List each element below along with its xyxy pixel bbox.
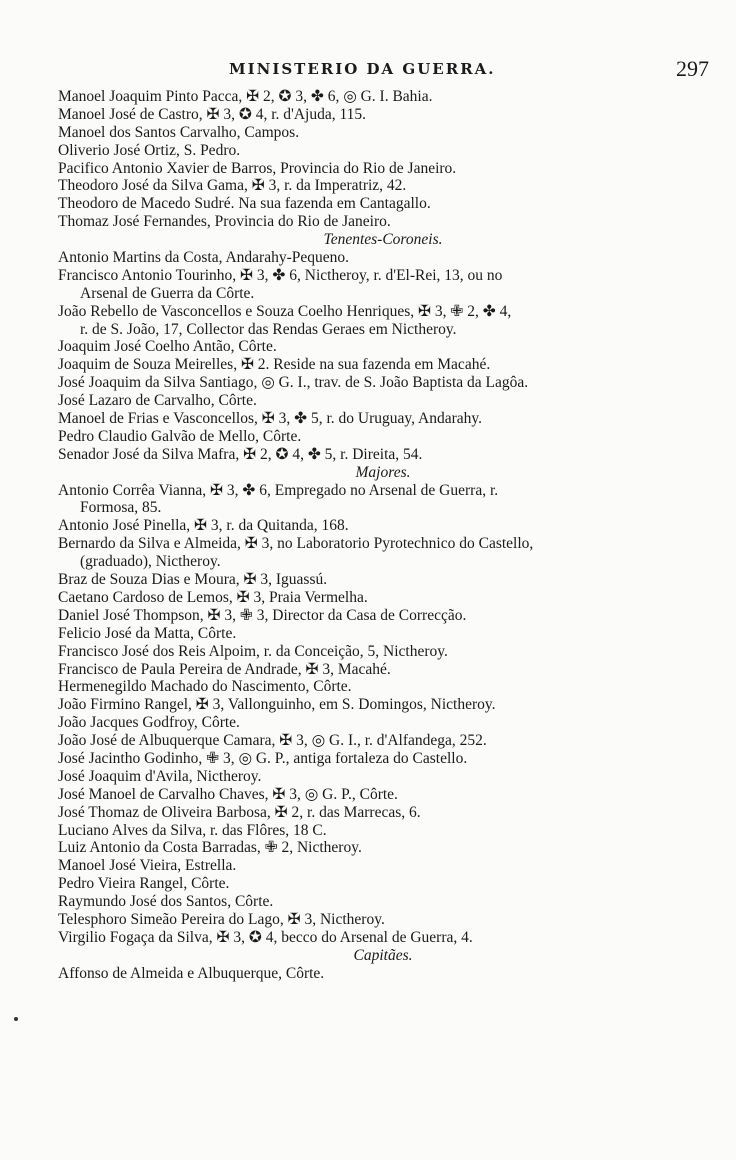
text-line: Francisco de Paula Pereira de Andrade, ✠ 3, Macahé. xyxy=(58,660,391,678)
text-line: Theodoro José da Silva Gama, ✠ 3, r. da Imperatriz, 42. xyxy=(58,177,407,195)
text-line: Arsenal de Guerra da Côrte. xyxy=(80,284,255,302)
text-line: José Joaquim da Silva Santiago, ◎ G. I., trav. de S. João Baptista da Lagôa. xyxy=(58,374,529,392)
text-line: Senador José da Silva Mafra, ✠ 2, ✪ 4, ✤ 5, r. Direita, 54. xyxy=(58,445,423,463)
text-line: João Firmino Rangel, ✠ 3, Vallonguinho, em S. Domingos, Nictheroy. xyxy=(58,696,496,714)
text-line: Luciano Alves da Silva, r. das Flôres, 18 C. xyxy=(58,821,327,839)
text-line: Pedro Claudio Galvão de Mello, Côrte. xyxy=(58,427,302,445)
text-body xyxy=(58,88,708,983)
text-line: Francisco José dos Reis Alpoim, r. da Conceição, 5, Nictheroy. xyxy=(58,642,448,660)
running-head xyxy=(0,56,736,84)
text-line: Manoel dos Santos Carvalho, Campos. xyxy=(58,123,300,141)
text-line: Bernardo da Silva e Almeida, ✠ 3, no Laboratorio Pyrotechnico do Castello, xyxy=(58,535,534,553)
text-line: José Thomaz de Oliveira Barbosa, ✠ 2, r. das Marrecas, 6. xyxy=(58,803,421,821)
text-line: Affonso de Almeida e Albuquerque, Côrte. xyxy=(58,964,325,982)
text-line: João Jacques Godfroy, Côrte. xyxy=(58,714,240,732)
text-line: (graduado), Nictheroy. xyxy=(80,553,221,571)
text-line: Antonio José Pinella, ✠ 3, r. da Quitanda, 168. xyxy=(58,517,349,535)
section-heading: Tenentes-Coroneis. xyxy=(323,231,443,249)
text-line: Raymundo José dos Santos, Côrte. xyxy=(58,893,274,911)
text-line: Joaquim de Souza Meirelles, ✠ 2. Reside na sua fazenda em Macahé. xyxy=(58,356,491,374)
text-line: Thomaz José Fernandes, Provincia do Rio de Janeiro. xyxy=(58,213,391,231)
text-line: Felicio José da Matta, Côrte. xyxy=(58,624,237,642)
text-line: Hermenegildo Machado do Nascimento, Côrte. xyxy=(58,678,352,696)
text-line: Oliverio José Ortiz, S. Pedro. xyxy=(58,141,241,159)
section-heading: Capitães. xyxy=(353,946,413,964)
text-line: Francisco Antonio Tourinho, ✠ 3, ✤ 6, Nictheroy, r. d'El-Rei, 13, ou no xyxy=(58,266,503,284)
text-line: Manoel de Frias e Vasconcellos, ✠ 3, ✤ 5, r. do Uruguay, Andarahy. xyxy=(58,410,483,428)
text-line: Luiz Antonio da Costa Barradas, ✙ 2, Nictheroy. xyxy=(58,839,362,857)
text-line: José Manoel de Carvalho Chaves, ✠ 3, ◎ G. P., Côrte. xyxy=(58,785,398,803)
text-line: José Jacintho Godinho, ✙ 3, ◎ G. P., antiga fortaleza do Castello. xyxy=(58,749,468,767)
text-line: João Rebello de Vasconcellos e Souza Coelho Henriques, ✠ 3, ✙ 2, ✤ 4, xyxy=(58,302,512,320)
text-line: Formosa, 85. xyxy=(80,499,162,517)
text-line: Manoel José de Castro, ✠ 3, ✪ 4, r. d'Ajuda, 115. xyxy=(58,105,367,123)
text-line: Virgilio Fogaça da Silva, ✠ 3, ✪ 4, becco do Arsenal de Guerra, 4. xyxy=(58,928,473,946)
margin-mark xyxy=(14,1017,18,1021)
text-line: Manoel José Vieira, Estrella. xyxy=(58,857,237,875)
text-line: Antonio Martins da Costa, Andarahy-Pequeno. xyxy=(58,249,350,267)
text-line: Telesphoro Simeão Pereira do Lago, ✠ 3, Nictheroy. xyxy=(58,910,385,928)
text-line: Braz de Souza Dias e Moura, ✠ 3, Iguassú. xyxy=(58,571,328,589)
text-line: Joaquim José Coelho Antão, Côrte. xyxy=(58,338,277,356)
text-line: Pedro Vieira Rangel, Côrte. xyxy=(58,875,230,893)
text-line: Daniel José Thompson, ✠ 3, ✙ 3, Director da Casa de Correcção. xyxy=(58,606,467,624)
text-line: Caetano Cardoso de Lemos, ✠ 3, Praia Vermelha. xyxy=(58,588,368,606)
text-line: João José de Albuquerque Camara, ✠ 3, ◎ G. I., r. d'Alfandega, 252. xyxy=(58,732,487,750)
text-line: r. de S. João, 17, Collector das Rendas Geraes em Nictheroy. xyxy=(80,320,457,338)
section-heading: Majores. xyxy=(355,463,411,481)
page-number: 297 xyxy=(676,56,709,81)
text-line: Pacifico Antonio Xavier de Barros, Provincia do Rio de Janeiro. xyxy=(58,159,457,177)
text-line: José Joaquim d'Avila, Nictheroy. xyxy=(58,767,262,785)
text-line: Theodoro de Macedo Sudré. Na sua fazenda em Cantagallo. xyxy=(58,195,431,213)
text-line: José Lazaro de Carvalho, Côrte. xyxy=(58,392,257,410)
page-header-title: MINISTERIO DA GUERRA. xyxy=(229,60,496,78)
text-line: Antonio Corrêa Vianna, ✠ 3, ✤ 6, Empregado no Arsenal de Guerra, r. xyxy=(58,481,499,499)
text-line: Manoel Joaquim Pinto Pacca, ✠ 2, ✪ 3, ✤ 6, ◎ G. I. Bahia. xyxy=(58,88,433,105)
